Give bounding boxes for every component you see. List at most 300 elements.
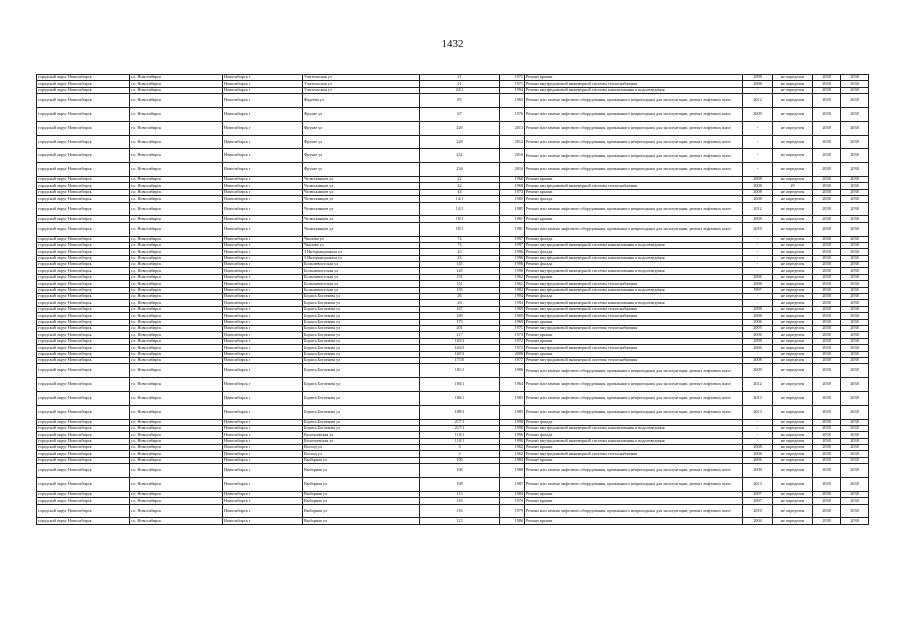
plan-year-start-cell: 2038 — [813, 281, 841, 287]
house-number-cell: 163/3 — [420, 345, 500, 351]
plan-year-end-cell: 2038 — [841, 222, 869, 236]
work-type-cell: Ремонт внутридомовой инженерной системы теплоснабжения — [525, 451, 743, 457]
plan-year-end-cell: 2038 — [841, 176, 869, 182]
plan-year-start-cell: 2038 — [813, 332, 841, 338]
work-type-cell: Ремонт внутридомовой инженерной системы теплоснабжения — [525, 281, 743, 287]
cost-cell: не определен — [773, 438, 813, 444]
settlement-cell: г.о. Новосибирск — [130, 242, 223, 248]
house-number-cell: 14/1 — [420, 202, 500, 216]
plan-year-end-cell: 2038 — [841, 75, 869, 81]
table-row — [37, 163, 869, 177]
street-cell: Челюскинцев ул — [303, 183, 420, 189]
cost-cell: не определен — [773, 135, 813, 149]
build-year-cell: 1971 — [500, 75, 525, 81]
plan-year-end-cell: 2038 — [841, 300, 869, 306]
street-cell: Выборная ул — [303, 457, 420, 463]
locality-cell: Новосибирск г — [223, 268, 303, 274]
municipal-district-cell: городской округ Новосибирск — [37, 255, 130, 261]
cost-cell: не определен — [773, 319, 813, 325]
cost-cell: не определен — [773, 357, 813, 363]
municipal-district-cell: городской округ Новосибирск — [37, 518, 130, 524]
work-type-cell: Ремонт внутридомовой инженерной системы канализования и водоотведения — [525, 268, 743, 274]
locality-cell: Новосибирск г — [223, 391, 303, 405]
settlement-cell: г.о. Новосибирск — [130, 438, 223, 444]
last-repair-year-cell: 2008 — [743, 75, 773, 81]
street-cell: Чкалова ул — [303, 242, 420, 248]
plan-year-start-cell: 2038 — [813, 391, 841, 405]
cost-cell: не определен — [773, 478, 813, 492]
plan-year-end-cell: 2038 — [841, 419, 869, 425]
street-cell: Челюскинцев ул — [303, 202, 420, 216]
settlement-cell: г.о. Новосибирск — [130, 135, 223, 149]
settlement-cell: г.о. Новосибирск — [130, 163, 223, 177]
build-year-cell: 1985 — [500, 196, 525, 202]
cost-cell: не определен — [773, 216, 813, 222]
street-cell: Большевистская ул — [303, 274, 420, 280]
street-cell: Бориса Богаткова ул — [303, 294, 420, 300]
build-year-cell: 1981 — [500, 222, 525, 236]
house-number-cell: 167 — [420, 306, 500, 312]
settlement-cell: г.о. Новосибирск — [130, 262, 223, 268]
locality-cell: Новосибирск г — [223, 121, 303, 135]
plan-year-start-cell: 2038 — [813, 149, 841, 163]
cost-cell: не определен — [773, 202, 813, 216]
work-type-cell: Ремонт внутридомовой инженерной системы канализования и водоотведения — [525, 438, 743, 444]
municipal-district-cell: городской округ Новосибирск — [37, 81, 130, 87]
work-type-cell: Ремонт фасада — [525, 249, 743, 255]
plan-year-end-cell: 2038 — [841, 94, 869, 108]
plan-year-start-cell: 2038 — [813, 364, 841, 378]
municipal-district-cell: городской округ Новосибирск — [37, 262, 130, 268]
locality-cell: Новосибирск г — [223, 300, 303, 306]
last-repair-year-cell: 2007 — [743, 491, 773, 497]
plan-year-start-cell: 2038 — [813, 345, 841, 351]
municipal-district-cell: городской округ Новосибирск — [37, 268, 130, 274]
build-year-cell: 1985 — [500, 405, 525, 419]
plan-year-start-cell: 2038 — [813, 262, 841, 268]
municipal-district-cell: городской округ Новосибирск — [37, 216, 130, 222]
work-type-cell: Ремонт внутридомовой инженерной системы теплоснабжения — [525, 183, 743, 189]
plan-year-end-cell: 2038 — [841, 351, 869, 357]
cost-cell: не определен — [773, 262, 813, 268]
build-year-cell: 1996 — [500, 262, 525, 268]
cost-cell: не определен — [773, 236, 813, 242]
plan-year-start-cell: 2038 — [813, 183, 841, 189]
last-repair-year-cell: 2006 — [743, 345, 773, 351]
last-repair-year-cell: 2013 — [743, 391, 773, 405]
build-year-cell: 1979 — [500, 504, 525, 518]
municipal-district-cell: городской округ Новосибирск — [37, 313, 130, 319]
cost-cell: не определен — [773, 425, 813, 431]
plan-year-end-cell: 2038 — [841, 378, 869, 392]
work-type-cell: Ремонт или замена лифтового оборудования, признанного непригодным для эксплуатации, ремонт лифтовых шахт — [525, 405, 743, 419]
municipal-district-cell: городской округ Новосибирск — [37, 274, 130, 280]
settlement-cell: г.о. Новосибирск — [130, 300, 223, 306]
table-row — [37, 107, 869, 121]
locality-cell: Новосибирск г — [223, 306, 303, 312]
municipal-district-cell: городской округ Новосибирск — [37, 75, 130, 81]
last-repair-year-cell: - — [743, 121, 773, 135]
settlement-cell: г.о. Новосибирск — [130, 81, 223, 87]
locality-cell: Новосибирск г — [223, 338, 303, 344]
last-repair-year-cell: 2013 — [743, 478, 773, 492]
settlement-cell: г.о. Новосибирск — [130, 249, 223, 255]
last-repair-year-cell: - — [743, 262, 773, 268]
work-type-cell: Ремонт внутридомовой инженерной системы канализования и водоотведения — [525, 425, 743, 431]
house-number-cell: 163/3 — [420, 338, 500, 344]
municipal-district-cell: городской округ Новосибирск — [37, 425, 130, 431]
plan-year-end-cell: 2038 — [841, 87, 869, 93]
build-year-cell: 1971 — [500, 81, 525, 87]
last-repair-year-cell: 2010 — [743, 222, 773, 236]
street-cell: Учительская ул — [303, 87, 420, 93]
work-type-cell: Ремонт или замена лифтового оборудования, признанного непригодным для эксплуатации, ремонт лифтовых шахт — [525, 464, 743, 478]
locality-cell: Новосибирск г — [223, 87, 303, 93]
locality-cell: Новосибирск г — [223, 457, 303, 463]
street-cell: Бориса Богаткова ул — [303, 325, 420, 331]
plan-year-end-cell: 2038 — [841, 518, 869, 524]
work-type-cell: Ремонт фасада — [525, 419, 743, 425]
house-number-cell: 116 — [420, 498, 500, 504]
last-repair-year-cell: - — [743, 351, 773, 357]
last-repair-year-cell: 2006 — [743, 457, 773, 463]
locality-cell: Новосибирск г — [223, 255, 303, 261]
house-number-cell: 169 — [420, 313, 500, 319]
locality-cell: Новосибирск г — [223, 94, 303, 108]
street-cell: 3 Интернационала ул — [303, 255, 420, 261]
settlement-cell: г.о. Новосибирск — [130, 504, 223, 518]
last-repair-year-cell: - — [743, 268, 773, 274]
locality-cell: Новосибирск г — [223, 236, 303, 242]
work-type-cell: Ремонт крыши — [525, 189, 743, 195]
cost-cell: не определен — [773, 313, 813, 319]
build-year-cell: 1998 — [500, 425, 525, 431]
settlement-cell: г.о. Новосибирск — [130, 498, 223, 504]
plan-year-start-cell: 2038 — [813, 518, 841, 524]
settlement-cell: г.о. Новосибирск — [130, 281, 223, 287]
last-repair-year-cell: - — [743, 438, 773, 444]
plan-year-end-cell: 2038 — [841, 274, 869, 280]
locality-cell: Новосибирск г — [223, 287, 303, 293]
plan-year-start-cell: 2038 — [813, 202, 841, 216]
settlement-cell: г.о. Новосибирск — [130, 425, 223, 431]
cost-cell: не определен — [773, 518, 813, 524]
municipal-district-cell: городской округ Новосибирск — [37, 202, 130, 216]
settlement-cell: г.о. Новосибирск — [130, 451, 223, 457]
plan-year-start-cell: 2038 — [813, 419, 841, 425]
build-year-cell: 1987 — [500, 478, 525, 492]
build-year-cell: 1968 — [500, 176, 525, 182]
street-cell: Бориса Богаткова ул — [303, 357, 420, 363]
last-repair-year-cell: 2006 — [743, 332, 773, 338]
locality-cell: Новосибирск г — [223, 249, 303, 255]
cost-cell: не определен — [773, 294, 813, 300]
plan-year-start-cell: 2038 — [813, 491, 841, 497]
house-number-cell: 85 — [420, 94, 500, 108]
settlement-cell: г.о. Новосибирск — [130, 149, 223, 163]
plan-year-start-cell: 2038 — [813, 216, 841, 222]
table-row — [37, 94, 869, 108]
locality-cell: Новосибирск г — [223, 464, 303, 478]
house-number-cell: 110/1 — [420, 438, 500, 444]
last-repair-year-cell: 2008 — [743, 281, 773, 287]
cost-cell: не определен — [773, 107, 813, 121]
street-cell: Челюскинцев ул — [303, 196, 420, 202]
locality-cell: Новосибирск г — [223, 135, 303, 149]
cost-cell: не определен — [773, 391, 813, 405]
plan-year-start-cell: 2038 — [813, 378, 841, 392]
plan-year-start-cell: 2038 — [813, 287, 841, 293]
plan-year-end-cell: 2038 — [841, 249, 869, 255]
locality-cell: Новосибирск г — [223, 351, 303, 357]
work-type-cell: Ремонт внутридомовой инженерной системы канализования и водоотведения — [525, 87, 743, 93]
plan-year-start-cell: 2038 — [813, 107, 841, 121]
municipal-district-cell: городской округ Новосибирск — [37, 183, 130, 189]
house-number-cell: 26 — [420, 300, 500, 306]
work-type-cell: Ремонт фасада — [525, 262, 743, 268]
settlement-cell: г.о. Новосибирск — [130, 222, 223, 236]
street-cell: Бориса Богаткова ул — [303, 419, 420, 425]
last-repair-year-cell: - — [743, 255, 773, 261]
plan-year-end-cell: 2038 — [841, 438, 869, 444]
locality-cell: Новосибирск г — [223, 222, 303, 236]
build-year-cell: 1969 — [500, 319, 525, 325]
street-cell: Восход ул — [303, 445, 420, 451]
house-number-cell: 18/1 — [420, 216, 500, 222]
last-repair-year-cell: - — [743, 249, 773, 255]
work-type-cell: Ремонт внутридомовой инженерной системы теплоснабжения — [525, 357, 743, 363]
table-row — [37, 405, 869, 419]
house-number-cell: 217/1 — [420, 419, 500, 425]
last-repair-year-cell: 2008 — [743, 357, 773, 363]
locality-cell: Новосибирск г — [223, 281, 303, 287]
locality-cell: Новосибирск г — [223, 478, 303, 492]
street-cell: Бориса Богаткова ул — [303, 364, 420, 378]
locality-cell: Новосибирск г — [223, 107, 303, 121]
build-year-cell: 1964 — [500, 378, 525, 392]
build-year-cell: 2010 — [500, 149, 525, 163]
build-year-cell: 1982 — [500, 287, 525, 293]
cost-cell: не определен — [773, 274, 813, 280]
municipal-district-cell: городской округ Новосибирск — [37, 294, 130, 300]
house-number-cell: 23 — [420, 255, 500, 261]
street-cell: Бориса Богаткова ул — [303, 332, 420, 338]
street-cell: Выборная ул — [303, 518, 420, 524]
last-repair-year-cell: - — [743, 242, 773, 248]
plan-year-end-cell: 2038 — [841, 478, 869, 492]
plan-year-start-cell: 2038 — [813, 432, 841, 438]
last-repair-year-cell: - — [743, 135, 773, 149]
municipal-district-cell: городской округ Новосибирск — [37, 357, 130, 363]
house-number-cell: 151 — [420, 281, 500, 287]
house-number-cell: 228 — [420, 135, 500, 149]
cost-cell: не определен — [773, 419, 813, 425]
municipal-district-cell: городской округ Новосибирск — [37, 432, 130, 438]
plan-year-end-cell: 2038 — [841, 357, 869, 363]
house-number-cell: 14/1 — [420, 196, 500, 202]
settlement-cell: г.о. Новосибирск — [130, 196, 223, 202]
last-repair-year-cell: 2008 — [743, 313, 773, 319]
work-type-cell: Ремонт внутридомовой инженерной системы канализования и водоотведения — [525, 255, 743, 261]
house-number-cell: 21 — [420, 81, 500, 87]
last-repair-year-cell: 2012 — [743, 94, 773, 108]
municipal-district-cell: городской округ Новосибирск — [37, 325, 130, 331]
plan-year-start-cell: 2038 — [813, 94, 841, 108]
street-cell: Выборная ул — [303, 478, 420, 492]
cost-cell: не определен — [773, 338, 813, 344]
cost-cell: не определен — [773, 287, 813, 293]
settlement-cell: г.о. Новосибирск — [130, 319, 223, 325]
work-type-cell: Ремонт крыши — [525, 274, 743, 280]
build-year-cell: 1986 — [500, 364, 525, 378]
municipal-district-cell: городской округ Новосибирск — [37, 364, 130, 378]
table-row — [37, 135, 869, 149]
plan-year-end-cell: 2038 — [841, 504, 869, 518]
locality-cell: Новосибирск г — [223, 445, 303, 451]
street-cell: Фрунзе ул — [303, 135, 420, 149]
plan-year-start-cell: 2038 — [813, 75, 841, 81]
municipal-district-cell: городской округ Новосибирск — [37, 419, 130, 425]
work-type-cell: Ремонт или замена лифтового оборудования, признанного непригодным для эксплуатации, ремонт лифтовых шахт — [525, 391, 743, 405]
build-year-cell: 1996 — [500, 255, 525, 261]
locality-cell: Новосибирск г — [223, 216, 303, 222]
cost-cell: не определен — [773, 242, 813, 248]
house-number-cell: 22 — [420, 183, 500, 189]
last-repair-year-cell: 2008 — [743, 183, 773, 189]
work-type-cell: Ремонт крыши — [525, 216, 743, 222]
build-year-cell: 1996 — [500, 438, 525, 444]
locality-cell: Новосибирск г — [223, 378, 303, 392]
house-number-cell: 106 — [420, 464, 500, 478]
municipal-district-cell: городской округ Новосибирск — [37, 391, 130, 405]
last-repair-year-cell: 2012 — [743, 202, 773, 216]
work-type-cell: Ремонт фасада — [525, 236, 743, 242]
plan-year-end-cell: 2038 — [841, 287, 869, 293]
locality-cell: Новосибирск г — [223, 364, 303, 378]
work-type-cell: Ремонт внутридомовой инженерной системы канализования и водоотведения — [525, 287, 743, 293]
cost-cell: не определен — [773, 163, 813, 177]
municipal-district-cell: городской округ Новосибирск — [37, 121, 130, 135]
plan-year-end-cell: 2038 — [841, 149, 869, 163]
street-cell: Большевистская ул — [303, 262, 420, 268]
house-number-cell: 123 — [420, 518, 500, 524]
municipal-district-cell: городской округ Новосибирск — [37, 438, 130, 444]
street-cell: Волочаевская ул — [303, 432, 420, 438]
build-year-cell: 1984 — [500, 491, 525, 497]
cost-cell: не определен — [773, 364, 813, 378]
last-repair-year-cell: 2008 — [743, 451, 773, 457]
table-row — [37, 149, 869, 163]
locality-cell: Новосибирск г — [223, 294, 303, 300]
municipal-district-cell: городской округ Новосибирск — [37, 94, 130, 108]
last-repair-year-cell: - — [743, 432, 773, 438]
street-cell: Бориса Богаткова ул — [303, 345, 420, 351]
house-number-cell: 22 — [420, 176, 500, 182]
build-year-cell: 1994 — [500, 300, 525, 306]
table-row — [37, 478, 869, 492]
street-cell: Большевистская ул — [303, 268, 420, 274]
work-type-cell: Ремонт внутридомовой инженерной системы теплоснабжения — [525, 306, 743, 312]
plan-year-end-cell: 2038 — [841, 242, 869, 248]
cost-cell: 29 — [773, 183, 813, 189]
build-year-cell: 1962 — [500, 451, 525, 457]
municipal-district-cell: городской округ Новосибирск — [37, 351, 130, 357]
locality-cell: Новосибирск г — [223, 189, 303, 195]
cost-cell: не определен — [773, 378, 813, 392]
plan-year-end-cell: 2038 — [841, 338, 869, 344]
work-type-cell: Ремонт крыши — [525, 498, 743, 504]
plan-year-start-cell: 2038 — [813, 504, 841, 518]
settlement-cell: г.о. Новосибирск — [130, 464, 223, 478]
street-cell: Восход ул — [303, 451, 420, 457]
last-repair-year-cell: 2008 — [743, 216, 773, 222]
settlement-cell: г.о. Новосибирск — [130, 457, 223, 463]
settlement-cell: г.о. Новосибирск — [130, 391, 223, 405]
house-number-cell: 145 — [420, 268, 500, 274]
plan-year-start-cell: 2038 — [813, 87, 841, 93]
street-cell: Челюскинцев ул — [303, 189, 420, 195]
municipal-district-cell: городской округ Новосибирск — [37, 478, 130, 492]
last-repair-year-cell: 2004 — [743, 518, 773, 524]
plan-year-start-cell: 2038 — [813, 405, 841, 419]
street-cell: Выборная ул — [303, 498, 420, 504]
table-row — [37, 202, 869, 216]
locality-cell: Новосибирск г — [223, 176, 303, 182]
street-cell: Бориса Богаткова ул — [303, 338, 420, 344]
house-number-cell: 188/1 — [420, 405, 500, 419]
street-cell: Челюскинцев ул — [303, 222, 420, 236]
street-cell: Чкалова ул — [303, 236, 420, 242]
plan-year-start-cell: 2038 — [813, 425, 841, 431]
plan-year-end-cell: 2038 — [841, 268, 869, 274]
plan-year-start-cell: 2038 — [813, 478, 841, 492]
cost-cell: не определен — [773, 176, 813, 182]
cost-cell: не определен — [773, 306, 813, 312]
last-repair-year-cell: 2012 — [743, 378, 773, 392]
municipal-district-cell: городской округ Новосибирск — [37, 345, 130, 351]
locality-cell: Новосибирск г — [223, 438, 303, 444]
cost-cell: не определен — [773, 249, 813, 255]
locality-cell: Новосибирск г — [223, 81, 303, 87]
work-type-cell: Ремонт внутридомовой инженерной системы теплоснабжения — [525, 325, 743, 331]
build-year-cell: 1973 — [500, 332, 525, 338]
street-cell: Челюскинцев ул — [303, 176, 420, 182]
street-cell: Бориса Богаткова ул — [303, 319, 420, 325]
house-number-cell: 105 — [420, 457, 500, 463]
plan-year-end-cell: 2038 — [841, 498, 869, 504]
build-year-cell: 1976 — [500, 107, 525, 121]
settlement-cell: г.о. Новосибирск — [130, 351, 223, 357]
house-number-cell: 234 — [420, 163, 500, 177]
plan-year-end-cell: 2038 — [841, 183, 869, 189]
municipal-district-cell: городской округ Новосибирск — [37, 135, 130, 149]
house-number-cell: 74 — [420, 236, 500, 242]
street-cell: Бориса Богаткова ул — [303, 378, 420, 392]
plan-year-start-cell: 2038 — [813, 338, 841, 344]
plan-year-end-cell: 2038 — [841, 135, 869, 149]
settlement-cell: г.о. Новосибирск — [130, 405, 223, 419]
plan-year-start-cell: 2038 — [813, 189, 841, 195]
cost-cell: не определен — [773, 94, 813, 108]
build-year-cell: 1972 — [500, 345, 525, 351]
cost-cell: не определен — [773, 351, 813, 357]
last-repair-year-cell: 2009 — [743, 464, 773, 478]
street-cell: Фрунзе ул — [303, 107, 420, 121]
settlement-cell: г.о. Новосибирск — [130, 491, 223, 497]
house-number-cell: 116 — [420, 504, 500, 518]
work-type-cell: Ремонт внутридомовой инженерной системы канализования и водоотведения — [525, 242, 743, 248]
street-cell: Фрунзе ул — [303, 149, 420, 163]
